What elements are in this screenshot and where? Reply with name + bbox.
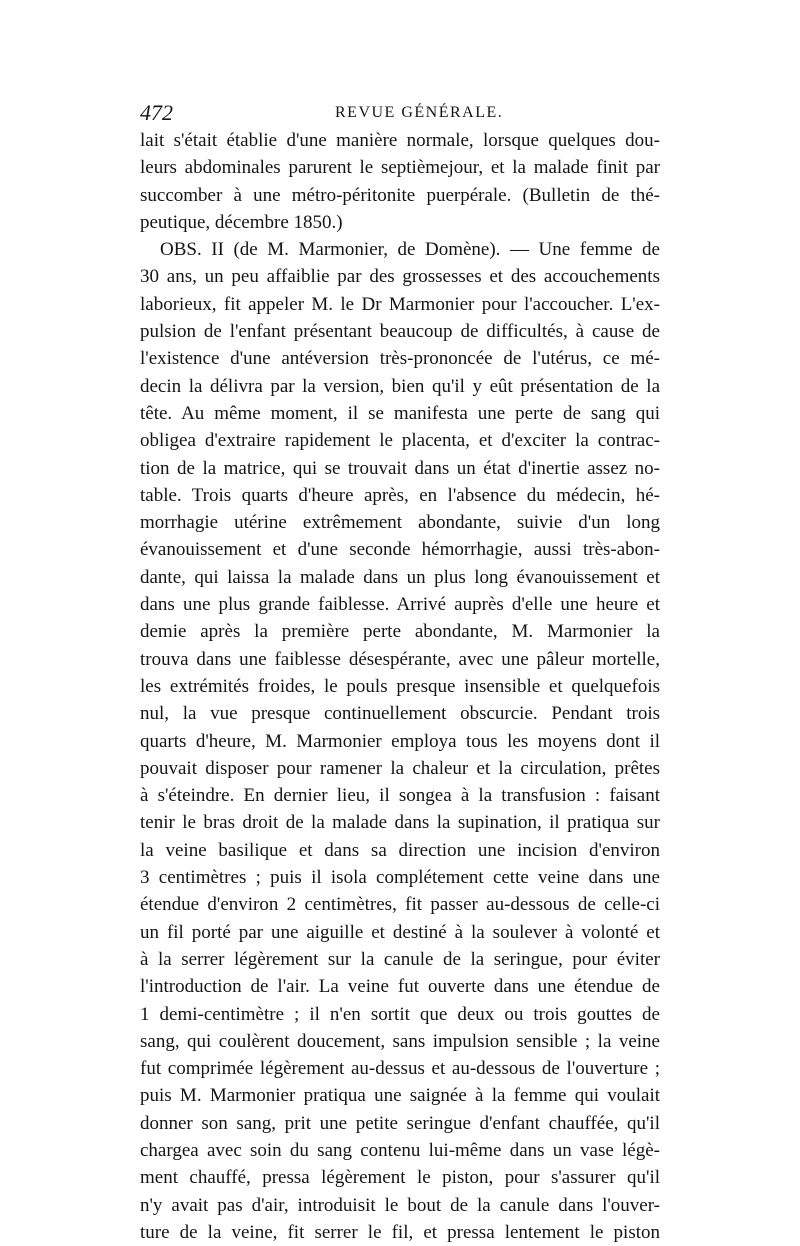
text-line: trouva dans une faiblesse désespérante, avec une pâleur mortelle, xyxy=(140,648,660,670)
text-line: l'existence d'une antéversion très-prononcée de l'utérus, ce mé- xyxy=(140,348,660,370)
text-line: quarts d'heure, M. Marmonier employa tous les moyens dont il xyxy=(140,730,660,752)
text-line: demie après la première perte abondante, M. Marmonier la xyxy=(140,621,660,643)
text-line: un fil porté par une aiguille et destiné à la soulever à volonté et xyxy=(140,921,660,943)
text-line: à la serrer légèrement sur la canule de la seringue, pour éviter xyxy=(140,948,660,970)
text-line: ture de la veine, fit serrer le fil, et pressa lentement le piston xyxy=(140,1221,660,1243)
text-line: pulsion de l'enfant présentant beaucoup de difficultés, à cause de xyxy=(140,321,660,343)
text-line: dans une plus grande faiblesse. Arrivé auprès d'elle une heure et xyxy=(140,594,660,616)
text-line: les extrémités froides, le pouls presque insensible et quelquefois xyxy=(140,675,660,697)
text-line: tion de la matrice, qui se trouvait dans un état d'inertie assez no- xyxy=(140,457,660,479)
text-line: n'y avait pas d'air, introduisit le bout de la canule dans l'ouver- xyxy=(140,1194,660,1216)
text-line: la veine basilique et dans sa direction une incision d'environ xyxy=(140,839,660,861)
text-line: 30 ans, un peu affaiblie par des grossesses et des accouchements xyxy=(140,266,660,288)
text-line: obligea d'extraire rapidement le placenta, et d'exciter la contrac- xyxy=(140,430,660,452)
text-line: dante, qui laissa la malade dans un plus long évanouissement et xyxy=(140,566,660,588)
text-line: 3 centimètres ; puis il isola complétement cette veine dans une xyxy=(140,867,660,889)
text-line: fut comprimée légèrement au-dessus et au-dessous de l'ouverture ; xyxy=(140,1058,660,1080)
text-line: OBS. II (de M. Marmonier, de Domène). — Une femme de xyxy=(160,239,660,261)
text-line: succomber à une métro-péritonite puerpérale. (Bulletin de thé- xyxy=(140,184,660,206)
text-line: peutique, décembre 1850.) xyxy=(140,211,343,233)
text-line: donner son sang, prit une petite seringue d'enfant chauffée, qu'il xyxy=(140,1112,660,1134)
page-number: 472 xyxy=(140,100,173,125)
text-line: laborieux, fit appeler M. le Dr Marmonier pour l'accoucher. L'ex- xyxy=(140,293,660,315)
text-line: morrhagie utérine extrêmement abondante, suivie d'un long xyxy=(140,512,660,534)
text-line: puis M. Marmonier pratiqua une saignée à la femme qui voulait xyxy=(140,1085,660,1107)
text-line: sang, qui coulèrent doucement, sans impulsion sensible ; la veine xyxy=(140,1030,660,1052)
text-line: tête. Au même moment, il se manifesta une perte de sang qui xyxy=(140,402,660,424)
text-line: ment chauffé, pressa légèrement le piston, pour s'assurer qu'il xyxy=(140,1167,660,1189)
text-line: à s'éteindre. En dernier lieu, il songea à la transfusion : faisant xyxy=(140,785,660,807)
text-line: évanouissement et d'une seconde hémorrhagie, aussi très-abon- xyxy=(140,539,660,561)
text-line: nul, la vue presque continuellement obscurcie. Pendant trois xyxy=(140,703,660,725)
text-line: étendue d'environ 2 centimètres, fit passer au-dessous de celle-ci xyxy=(140,894,660,916)
text-line: 1 demi-centimètre ; il n'en sortit que deux ou trois gouttes de xyxy=(140,1003,660,1025)
text-line: pouvait disposer pour ramener la chaleur et la circulation, prêtes xyxy=(140,757,660,779)
text-line: lait s'était établie d'une manière normale, lorsque quelques dou- xyxy=(140,130,660,151)
text-line: decin la délivra par la version, bien qu'il y eût présentation de la xyxy=(140,375,660,397)
body-text xyxy=(140,127,660,1246)
page-header xyxy=(140,100,660,130)
text-line: chargea avec soin du sang contenu lui-même dans un vase légè- xyxy=(140,1139,660,1161)
running-title: REVUE GÉNÉRALE. xyxy=(335,104,504,121)
text-line: leurs abdominales parurent le septièmejour, et la malade finit par xyxy=(140,157,660,179)
text-line: l'introduction de l'air. La veine fut ouverte dans une étendue de xyxy=(140,976,660,998)
text-line: table. Trois quarts d'heure après, en l'absence du médecin, hé- xyxy=(140,484,660,506)
text-line: tenir le bras droit de la malade dans la supination, il pratiqua sur xyxy=(140,812,660,834)
